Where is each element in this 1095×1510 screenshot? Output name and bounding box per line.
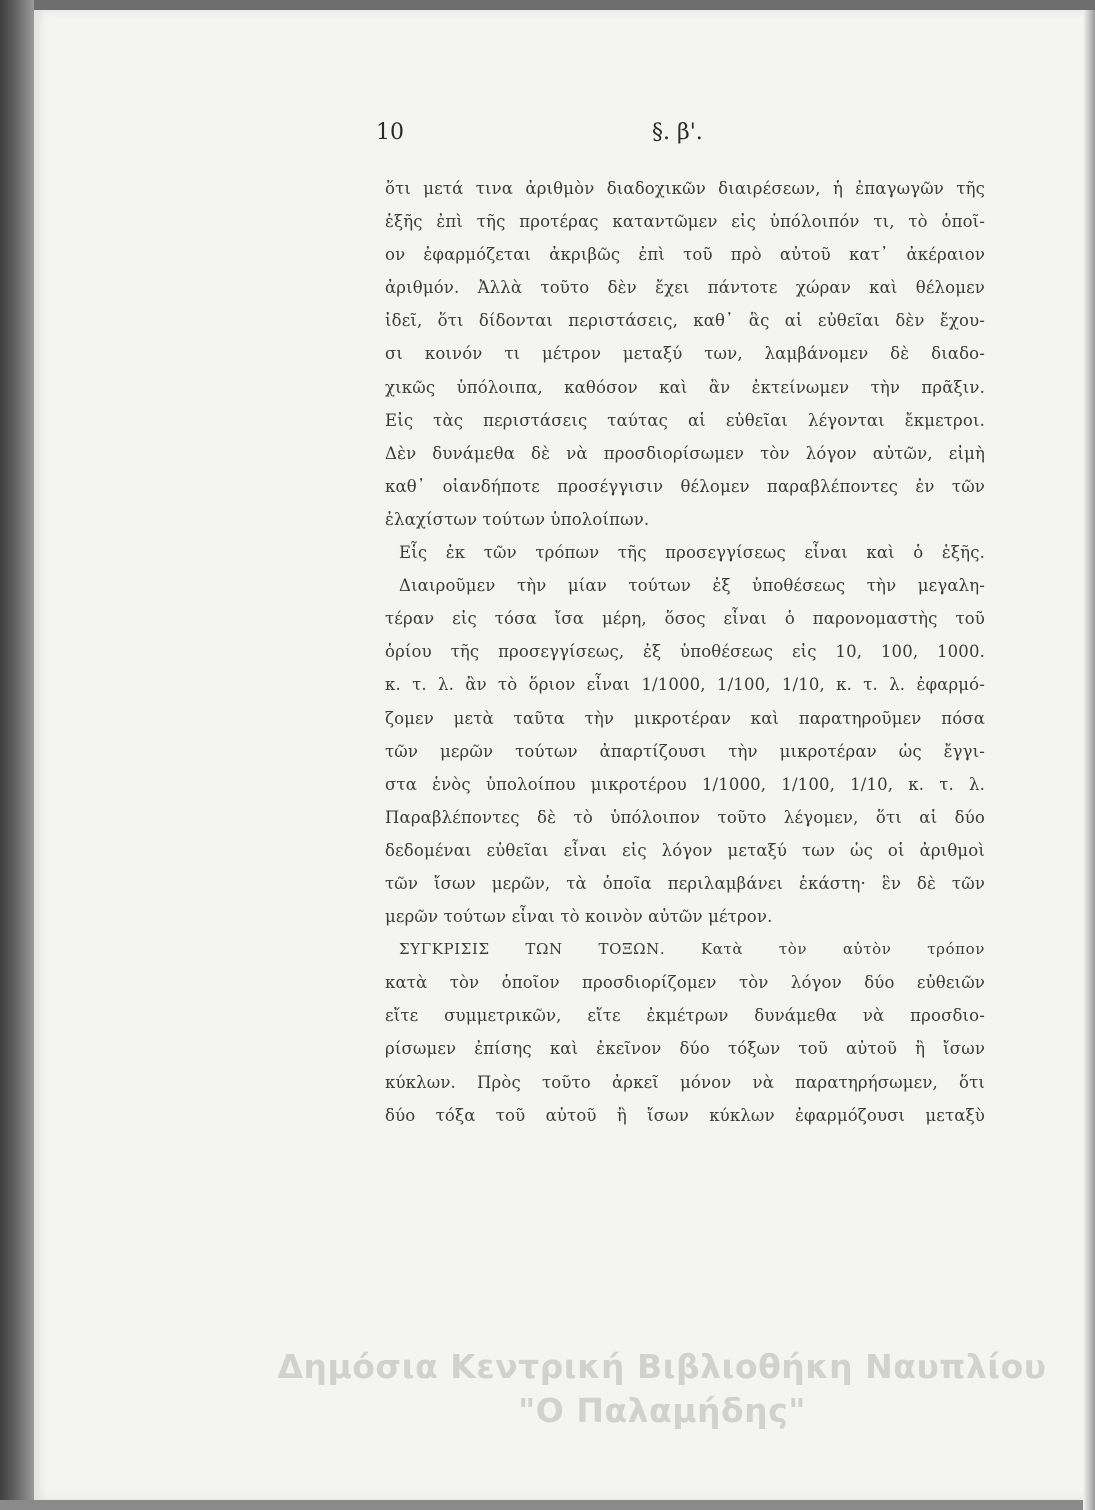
library-watermark [252, 1345, 1072, 1433]
text-line: Δὲν δυνάμεθα δὲ νὰ προσδιορίσωμεν τὸν λόγον αὐτῶν, εἰμὴ [385, 443, 985, 463]
text-line: ὁρίου τῆς προσεγγίσεως, ἐξ ὑποθέσεως εἰς 10, 100, 1000. [385, 642, 985, 662]
text-line: ἐλαχίστων τούτων ὑπολοίπων. [385, 509, 650, 529]
text-line: ἑξῆς ἐπὶ τῆς προτέρας καταντῶμεν εἰς ὑπόλοιπόν τι, τὸ ὁποῖ- [385, 212, 985, 232]
text-line: τέραν εἰς τόσα ἴσα μέρη, ὅσος εἶναι ὁ παρονομαστὴς τοῦ [385, 609, 985, 629]
text-line: τῶν ἴσων μερῶν, τὰ ὁποῖα περιλαμβάνει ἑκάστη· ἓν δὲ τῶν [385, 873, 985, 893]
text-line: εἴτε συμμετρικῶν, εἴτε ἐκμέτρων δυνάμεθα νὰ προσδιο- [385, 1006, 985, 1026]
text-line: δεδομέναι εὐθεῖαι εἶναι εἰς λόγον μεταξύ των ὡς οἱ ἀριθμοὶ [385, 840, 985, 860]
section-mark: §. β'. [652, 120, 703, 145]
text-line: ὅτι μετά τινα ἀριθμὸν διαδοχικῶν διαιρέσεων, ἡ ἐπαγωγῶν τῆς [385, 179, 985, 198]
text-line: κατὰ τὸν ὁποῖον προσδιορίζομεν τὸν λόγον δύο εὐθειῶν [385, 973, 985, 993]
text-line: ζομεν μετὰ ταῦτα τὴν μικροτέραν καὶ παρατηροῦμεν πόσα [385, 708, 985, 728]
watermark-line-2: "Ο Παλαμήδης" [518, 1391, 806, 1430]
text-line: Παραβλέποντες δὲ τὸ ὑπόλοιπον τοῦτο λέγομεν, ὅτι αἱ δύο [385, 807, 985, 827]
text-line: καθ᾽ οἱανδήποτε προσέγγισιν θέλομεν παραβλέποντες ἐν τῶν [385, 476, 985, 496]
scan-left-edge [0, 0, 34, 1500]
text-line: ρίσωμεν ἐπίσης καὶ ἐκεῖνον δύο τόξων τοῦ αὐτοῦ ἢ ἴσων [385, 1039, 985, 1059]
page-number: 10 [376, 120, 404, 145]
text-line: ἀριθμόν. Ἀλλὰ τοῦτο δὲν ἔχει πάντοτε χώραν καὶ θέλομεν [385, 278, 985, 298]
text-line: κύκλων. Πρὸς τοῦτο ἀρκεῖ μόνον νὰ παρατηρήσωμεν, ὅτι [385, 1072, 985, 1092]
text-line: σι κοινόν τι μέτρον μεταξύ των, λαμβάνομεν δὲ διαδο- [385, 344, 985, 364]
page-header [376, 120, 996, 156]
text-line: Εἰς τὰς περιστάσεις ταύτας αἱ εὐθεῖαι λέγονται ἔκμετροι. [385, 410, 985, 430]
body-text [385, 172, 985, 1132]
text-line: χικῶς ὑπόλοιπα, καθόσον καὶ ἂν ἐκτείνωμεν τὴν πρᾶξιν. [385, 377, 985, 397]
text-line: κ. τ. λ. ἂν τὸ ὅριον εἶναι 1/1000, 1/100, 1/10, κ. τ. λ. ἐφαρμό- [385, 675, 985, 695]
text-line: ἰδεῖ, ὅτι δίδονται περιστάσεις, καθ᾽ ἃς αἱ εὐθεῖαι δὲν ἔχου- [385, 311, 985, 331]
text-line: τῶν μερῶν τούτων ἀπαρτίζουσι τὴν μικροτέραν ὡς ἔγγι- [385, 741, 985, 761]
watermark-line-1: Δημόσια Κεντρική Βιβλιοθήκη Ναυπλίου [277, 1347, 1047, 1386]
text-line: στα ἑνὸς ὑπολοίπου μικροτέρου 1/1000, 1/100, 1/10, κ. τ. λ. [385, 774, 985, 794]
text-line: ον ἐφαρμόζεται ἀκριβῶς ἐπὶ τοῦ πρὸ αὐτοῦ κατ᾽ ἀκέραιον [385, 245, 985, 265]
text-line: Διαιροῦμεν τὴν μίαν τούτων ἐξ ὑποθέσεως τὴν μεγαλη- [399, 576, 985, 596]
text-line: Εἷς ἐκ τῶν τρόπων τῆς προσεγγίσεως εἶναι καὶ ὁ ἑξῆς. [399, 543, 985, 563]
text-line-heading: ΣΥΓΚΡΙΣΙΣ ΤΩΝ ΤΟΞΩΝ. Κατὰ τὸν αὐτὸν τρόπον [399, 940, 985, 959]
text-line: μερῶν τούτων εἶναι τὸ κοινὸν αὐτῶν μέτρον. [385, 907, 773, 927]
page-right-edge [1083, 10, 1095, 1510]
text-line: δύο τόξα τοῦ αὐτοῦ ἢ ἴσων κύκλων ἐφαρμόζουσι μεταξὺ [385, 1105, 985, 1125]
